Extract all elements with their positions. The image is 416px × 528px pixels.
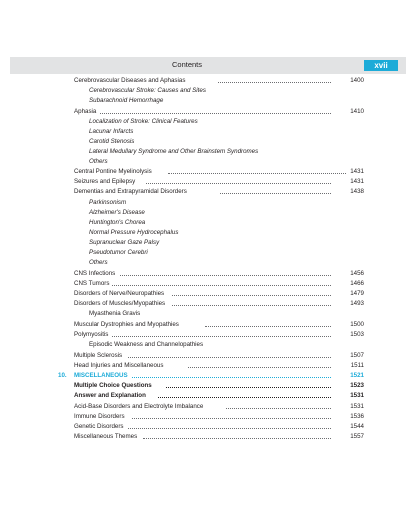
toc-entry (0, 177, 416, 186)
toc-subentry-label: Carotid Stenosis (89, 138, 135, 145)
toc-subentry-label: Others (89, 259, 108, 266)
toc-subentry-label: Pseudotumor Cerebri (89, 249, 148, 256)
toc-subentry-label: Others (89, 158, 108, 165)
dot-leader (205, 326, 331, 327)
dot-leader (112, 285, 331, 286)
toc-entry-page: 1531 (350, 403, 364, 410)
toc-entry-page: 1507 (350, 352, 364, 359)
dot-leader (218, 82, 331, 83)
dot-leader (132, 377, 331, 378)
toc-subentry-label: Normal Pressure Hydrocephalus (89, 229, 179, 236)
dot-leader (166, 387, 331, 388)
toc-entry-label: Multiple Sclerosis (74, 352, 123, 359)
toc-entry-page: 1503 (350, 331, 364, 338)
toc-entry-page: 1431 (350, 168, 364, 175)
toc-entry-label: Central Pontine Myelinolysis (74, 168, 152, 175)
toc-entry-page: 1438 (350, 188, 364, 195)
toc-entry (0, 381, 416, 390)
toc-entry-label: Head Injuries and Miscellaneous (74, 362, 164, 369)
toc-entry-page: 1511 (350, 362, 364, 369)
toc-entry-label: Polymyositis (74, 331, 109, 338)
toc-entry-page: 1466 (350, 280, 364, 287)
toc-subentry (0, 117, 416, 126)
dot-leader (146, 183, 331, 184)
toc-entry (0, 187, 416, 196)
toc-entry-label: Muscular Dystrophies and Myopathies (74, 321, 179, 328)
toc-subentry-label: Huntington's Chorea (89, 219, 146, 226)
toc-entry-label: Miscellaneous Themes (74, 433, 138, 440)
toc-subentry (0, 248, 416, 257)
toc-entry-label: CNS Tumors (74, 280, 110, 287)
toc-subentry (0, 238, 416, 247)
toc-entry-page: 1544 (350, 423, 364, 430)
toc-entry-label: Cerebrovascular Diseases and Aphasias (74, 77, 186, 84)
toc-subentry-label: Parkinsonism (89, 199, 127, 206)
dot-leader (143, 438, 331, 439)
toc-subentry (0, 86, 416, 95)
toc-subentry-label: Supranuclear Gaze Palsy (89, 239, 160, 246)
toc-entry (0, 412, 416, 421)
toc-subentry (0, 198, 416, 207)
dot-leader (128, 428, 331, 429)
dot-leader (172, 305, 331, 306)
page-number-badge: xvii (364, 60, 398, 71)
toc-subentry (0, 157, 416, 166)
toc-entry (0, 361, 416, 370)
toc-entry-label: Disorders of Muscles/Myopathies (74, 300, 166, 307)
toc-subentry (0, 96, 416, 105)
toc-entry (0, 351, 416, 360)
toc-entry-page: 1410 (350, 108, 364, 115)
toc-subentry (0, 147, 416, 156)
toc-subentry (0, 228, 416, 237)
toc-entry-label: Aphasia (74, 108, 97, 115)
toc-chapter-entry (0, 371, 416, 380)
dot-leader (132, 418, 331, 419)
dot-leader (188, 367, 331, 368)
dot-leader (220, 193, 331, 194)
dot-leader (172, 295, 331, 296)
contents-header-bar (10, 57, 406, 74)
toc-entry (0, 320, 416, 329)
toc-subentry (0, 340, 416, 349)
toc-entry-page: 1493 (350, 300, 364, 307)
toc-entry-page: 1531 (350, 392, 364, 399)
toc-entry-page: 1479 (350, 290, 364, 297)
toc-entry-label: Disorders of Nerve/Neuropathies (74, 290, 165, 297)
toc-entry-page: 1400 (350, 77, 364, 84)
toc-entry-page: 1557 (350, 433, 364, 440)
toc-entry (0, 422, 416, 431)
toc-entry (0, 289, 416, 298)
toc-entry-page: 1521 (350, 372, 364, 379)
toc-entry (0, 167, 416, 176)
toc-entry-page: 1500 (350, 321, 364, 328)
toc-entry (0, 76, 416, 85)
toc-subentry-label: Lateral Medullary Syndrome and Other Brainstem Syndromes (89, 148, 259, 155)
toc-entry-label: Acid-Base Disorders and Electrolyte Imbalance (74, 403, 204, 410)
toc-entry-label: Genetic Disorders (74, 423, 124, 430)
toc-subentry-label: Lacunar Infarcts (89, 128, 134, 135)
toc-entry-page: 1523 (350, 382, 364, 389)
toc-subentry (0, 137, 416, 146)
toc-entry-label: Answer and Explanation (74, 392, 146, 399)
dot-leader (168, 173, 346, 174)
header-title: Contents (171, 60, 203, 69)
toc-entry (0, 402, 416, 411)
toc-subentry (0, 218, 416, 227)
toc-entry-page: 1456 (350, 270, 364, 277)
dot-leader (158, 397, 331, 398)
toc-entry (0, 279, 416, 288)
toc-subentry (0, 309, 416, 318)
toc-entry-label: Multiple Choice Questions (74, 382, 152, 389)
toc-entry (0, 391, 416, 400)
toc-entry (0, 330, 416, 339)
toc-subentry-label: Cerebrovascular Stroke: Causes and Sites (89, 87, 206, 94)
toc-subentry-label: Subarachnoid Hemorrhage (89, 97, 164, 104)
toc-subentry-label: Myasthenia Gravis (89, 310, 141, 317)
toc-entry-label: Seizures and Epilepsy (74, 178, 136, 185)
dot-leader (112, 336, 331, 337)
toc-subentry-label: Localization of Stroke: Clinical Features (89, 118, 198, 125)
toc-entry (0, 432, 416, 441)
toc-entry-label: CNS Infections (74, 270, 116, 277)
toc-subentry-label: Alzheimer's Disease (89, 209, 145, 216)
toc-entry-page: 1431 (350, 178, 364, 185)
toc-entry-label: Immune Disorders (74, 413, 125, 420)
dot-leader (128, 357, 331, 358)
toc-subentry (0, 127, 416, 136)
toc-entry-page: 1536 (350, 413, 364, 420)
toc-entry (0, 299, 416, 308)
toc-entry (0, 107, 416, 116)
toc-entry-label: MISCELLANEOUS (74, 372, 128, 379)
dot-leader (120, 275, 331, 276)
toc-subentry (0, 208, 416, 217)
toc-entry-label: Dementias and Extrapyramidal Disorders (74, 188, 187, 195)
toc-subentry (0, 258, 416, 267)
dot-leader (226, 408, 331, 409)
chapter-number: 10. (58, 372, 67, 379)
dot-leader (100, 113, 331, 114)
toc-subentry-label: Episodic Weakness and Channelopathies (89, 341, 204, 348)
toc-entry (0, 269, 416, 278)
